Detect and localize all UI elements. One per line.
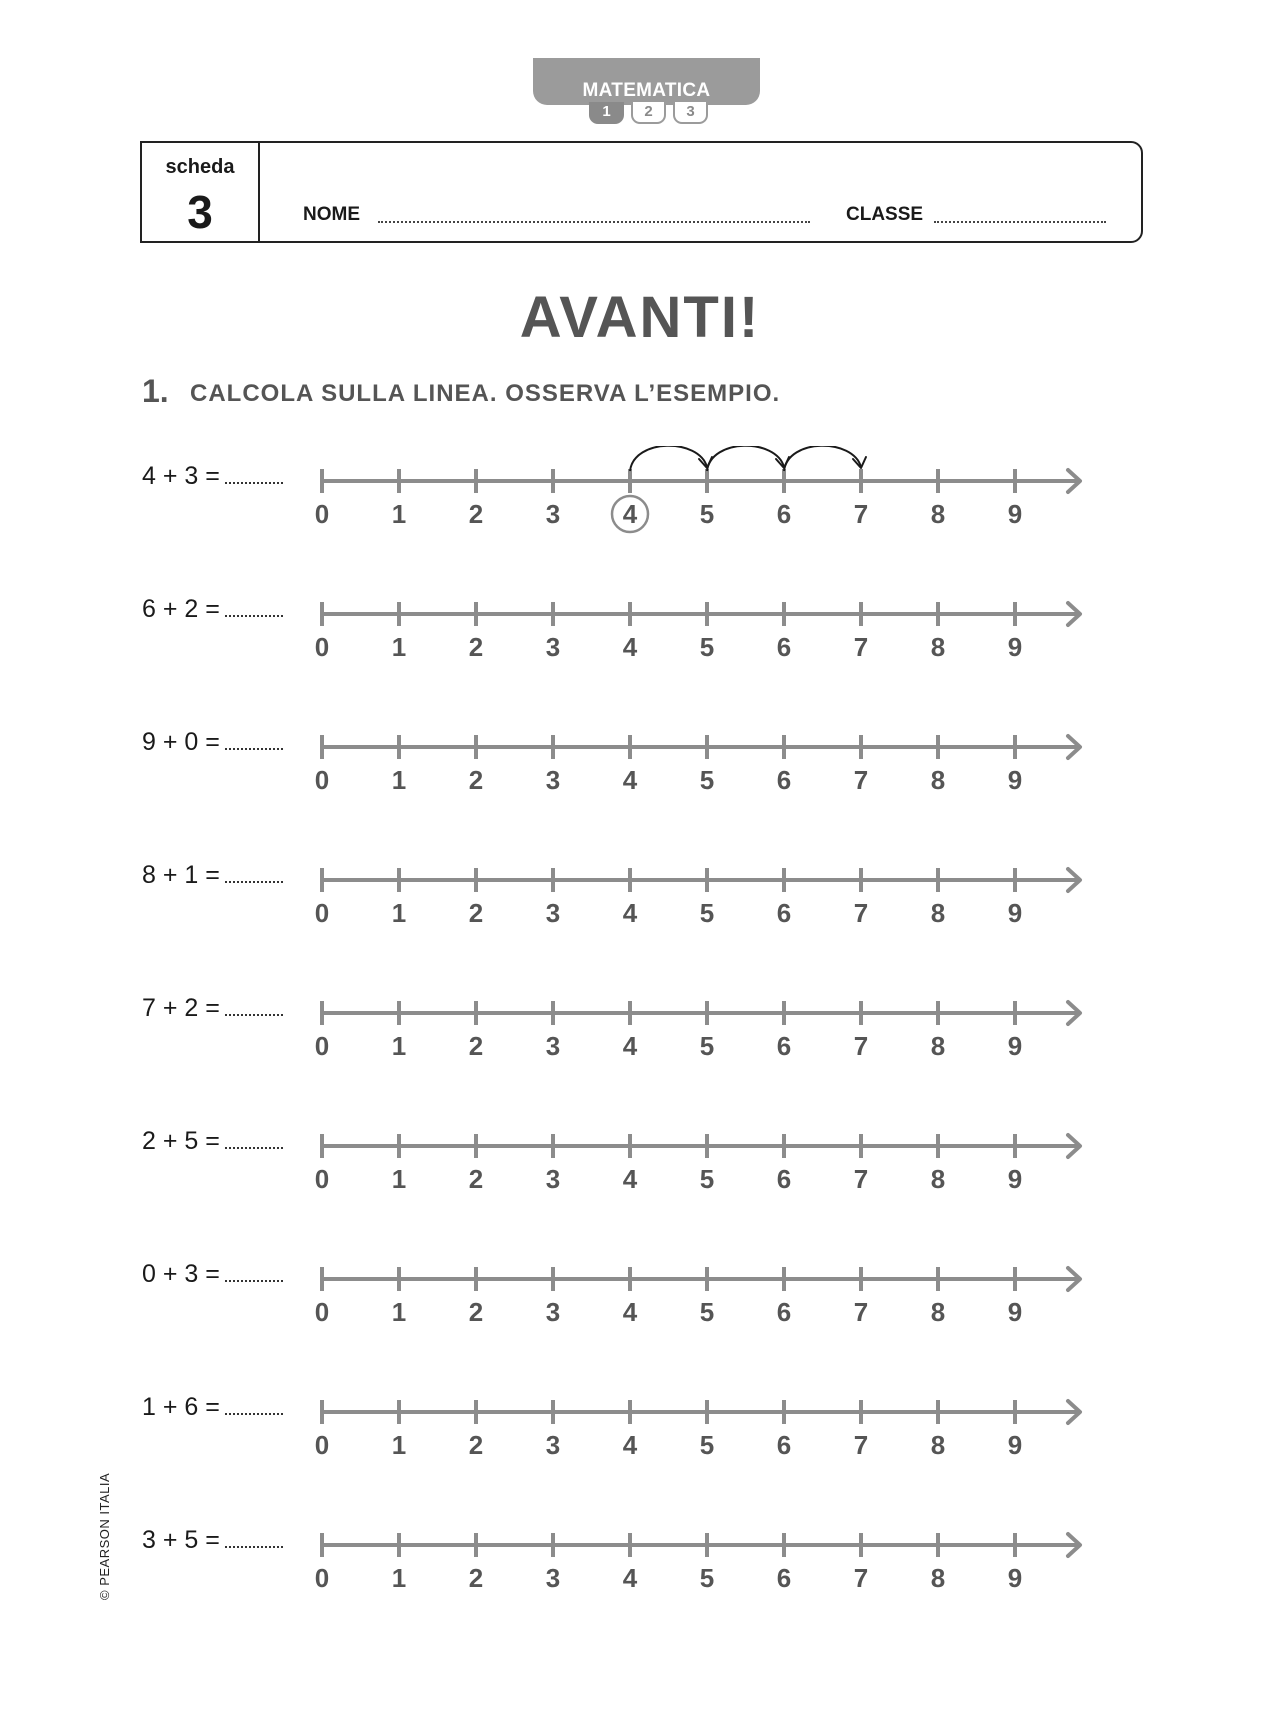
- exercise-row: [0, 462, 1280, 542]
- number-line: [310, 579, 1090, 679]
- tick-label: 6: [776, 499, 792, 529]
- exercise-row: [0, 861, 1280, 941]
- nome-field[interactable]: [378, 221, 810, 223]
- tick-label: 5: [699, 1297, 715, 1327]
- tick-label: 5: [699, 898, 715, 928]
- tick-label: 7: [853, 499, 869, 529]
- number-line: [310, 1510, 1090, 1610]
- level-2-badge: 2: [631, 102, 666, 124]
- tick-label: 5: [699, 499, 715, 529]
- tick-label: 5: [699, 1164, 715, 1194]
- tick-label: 9: [1007, 1430, 1023, 1460]
- tick-label: 2: [468, 765, 484, 795]
- tick-label: 5: [699, 1563, 715, 1593]
- tick-label: 8: [930, 1430, 946, 1460]
- expression-text: 7 + 2 =: [142, 994, 220, 1022]
- addition-expression: [142, 1127, 283, 1156]
- tick-label: 0: [314, 1297, 330, 1327]
- tick-label: 2: [468, 898, 484, 928]
- worksheet-header: [140, 141, 1143, 243]
- answer-blank[interactable]: [225, 482, 283, 484]
- level-3-badge: 3: [673, 102, 708, 124]
- exercise-row: [0, 1526, 1280, 1606]
- expression-text: 8 + 1 =: [142, 861, 220, 889]
- number-line: [310, 1111, 1090, 1211]
- scheda-label: scheda: [165, 156, 235, 178]
- tick-label: 0: [314, 499, 330, 529]
- tick-label: 1: [391, 499, 407, 529]
- tick-label: 6: [776, 632, 792, 662]
- tick-label: 7: [853, 1031, 869, 1061]
- expression-text: 4 + 3 =: [142, 462, 220, 490]
- tick-label: 5: [699, 632, 715, 662]
- tick-label: 2: [468, 499, 484, 529]
- number-line: [310, 1377, 1090, 1477]
- answer-blank[interactable]: [225, 1147, 283, 1149]
- expression-text: 1 + 6 =: [142, 1393, 220, 1421]
- tick-label: 7: [853, 1563, 869, 1593]
- answer-blank[interactable]: [225, 1014, 283, 1016]
- expression-text: 0 + 3 =: [142, 1260, 220, 1288]
- tick-label: 4: [622, 1164, 638, 1194]
- expression-text: 9 + 0 =: [142, 728, 220, 756]
- exercise-row: [0, 1127, 1280, 1207]
- tick-label: 2: [468, 632, 484, 662]
- tick-label: 3: [545, 898, 561, 928]
- tick-label: 3: [545, 632, 561, 662]
- tick-label: 7: [853, 765, 869, 795]
- answer-blank[interactable]: [225, 748, 283, 750]
- tick-label: 1: [391, 1563, 407, 1593]
- exercise-row: [0, 1260, 1280, 1340]
- nome-label: NOME: [303, 204, 360, 225]
- tick-label: 8: [930, 1164, 946, 1194]
- tick-label: 3: [545, 1164, 561, 1194]
- tick-label: 8: [930, 499, 946, 529]
- tick-label: 7: [853, 1164, 869, 1194]
- number-line: [310, 446, 1090, 546]
- exercise-row: [0, 728, 1280, 808]
- subject-title: MATEMATICA: [582, 80, 711, 101]
- tick-label: 4: [622, 1563, 638, 1593]
- tick-label: 4: [622, 1297, 638, 1327]
- tick-label: 5: [699, 1031, 715, 1061]
- page-title: AVANTI!: [519, 285, 761, 350]
- answer-blank[interactable]: [225, 1546, 283, 1548]
- number-line: [310, 978, 1090, 1078]
- subject-tab: [533, 58, 760, 105]
- tick-label: 8: [930, 1031, 946, 1061]
- tick-label: 8: [930, 765, 946, 795]
- tick-label: 6: [776, 1297, 792, 1327]
- tick-label: 0: [314, 1563, 330, 1593]
- answer-blank[interactable]: [225, 1413, 283, 1415]
- addition-expression: [142, 728, 283, 757]
- tick-label: 9: [1007, 1164, 1023, 1194]
- tick-label: 2: [468, 1164, 484, 1194]
- tick-label: 1: [391, 1031, 407, 1061]
- addition-expression: [142, 994, 283, 1023]
- tick-label: 9: [1007, 1563, 1023, 1593]
- exercise-row: [0, 595, 1280, 675]
- jump-arc: [630, 446, 707, 471]
- number-line: [310, 1244, 1090, 1344]
- tick-label: 3: [545, 1430, 561, 1460]
- scheda-cell: [142, 143, 260, 241]
- tick-label: 1: [391, 1430, 407, 1460]
- tick-label: 4: [622, 499, 638, 529]
- tick-label: 2: [468, 1430, 484, 1460]
- tick-label: 9: [1007, 1297, 1023, 1327]
- tick-label: 0: [314, 1164, 330, 1194]
- tick-label: 5: [699, 765, 715, 795]
- answer-blank[interactable]: [225, 1280, 283, 1282]
- tick-label: 1: [391, 765, 407, 795]
- tick-label: 8: [930, 632, 946, 662]
- exercise-number: 1.: [142, 373, 169, 409]
- tick-label: 6: [776, 1164, 792, 1194]
- tick-label: 4: [622, 1430, 638, 1460]
- tick-label: 0: [314, 898, 330, 928]
- tick-label: 3: [545, 1031, 561, 1061]
- tick-label: 0: [314, 632, 330, 662]
- tick-label: 1: [391, 898, 407, 928]
- tick-label: 9: [1007, 765, 1023, 795]
- tick-label: 6: [776, 1031, 792, 1061]
- expression-text: 2 + 5 =: [142, 1127, 220, 1155]
- tick-label: 7: [853, 1430, 869, 1460]
- copyright: © PEARSON ITALIA: [97, 1472, 112, 1600]
- tick-label: 1: [391, 632, 407, 662]
- scheda-number: 3: [187, 186, 213, 238]
- tick-label: 4: [622, 632, 638, 662]
- tick-label: 3: [545, 499, 561, 529]
- tick-label: 2: [468, 1563, 484, 1593]
- tick-label: 6: [776, 765, 792, 795]
- classe-label: CLASSE: [846, 204, 924, 225]
- tick-label: 7: [853, 1297, 869, 1327]
- answer-blank[interactable]: [225, 615, 283, 617]
- jump-arc: [784, 446, 861, 471]
- tick-label: 8: [930, 1297, 946, 1327]
- tick-label: 0: [314, 1430, 330, 1460]
- tick-label: 9: [1007, 632, 1023, 662]
- classe-field[interactable]: [934, 221, 1106, 223]
- level-indicators: [589, 102, 708, 124]
- tick-label: 5: [699, 1430, 715, 1460]
- tick-label: 4: [622, 765, 638, 795]
- tick-label: 1: [391, 1164, 407, 1194]
- tick-label: 3: [545, 765, 561, 795]
- tick-label: 2: [468, 1297, 484, 1327]
- tick-label: 0: [314, 1031, 330, 1061]
- tick-label: 4: [622, 898, 638, 928]
- expression-text: 3 + 5 =: [142, 1526, 220, 1554]
- tick-label: 3: [545, 1297, 561, 1327]
- answer-blank[interactable]: [225, 881, 283, 883]
- tick-label: 9: [1007, 499, 1023, 529]
- tick-label: 8: [930, 898, 946, 928]
- number-line: [310, 712, 1090, 812]
- addition-expression: [142, 1260, 283, 1289]
- tick-label: 1: [391, 1297, 407, 1327]
- tick-label: 4: [622, 1031, 638, 1061]
- exercise-instruction: CALCOLA SULLA LINEA. OSSERVA L’ESEMPIO.: [190, 380, 781, 407]
- tick-label: 6: [776, 1563, 792, 1593]
- jump-arc: [707, 446, 784, 471]
- exercise-row: [0, 994, 1280, 1074]
- expression-text: 6 + 2 =: [142, 595, 220, 623]
- tick-label: 6: [776, 898, 792, 928]
- addition-expression: [142, 1526, 283, 1555]
- tick-label: 0: [314, 765, 330, 795]
- addition-expression: [142, 861, 283, 890]
- tick-label: 7: [853, 898, 869, 928]
- exercise-row: [0, 1393, 1280, 1473]
- tick-label: 9: [1007, 898, 1023, 928]
- number-line: [310, 845, 1090, 945]
- addition-expression: [142, 595, 283, 624]
- tick-label: 3: [545, 1563, 561, 1593]
- level-1-badge: 1: [589, 102, 624, 124]
- tick-label: 2: [468, 1031, 484, 1061]
- addition-expression: [142, 1393, 283, 1422]
- tick-label: 9: [1007, 1031, 1023, 1061]
- tick-label: 8: [930, 1563, 946, 1593]
- tick-label: 6: [776, 1430, 792, 1460]
- addition-expression: [142, 462, 283, 491]
- tick-label: 7: [853, 632, 869, 662]
